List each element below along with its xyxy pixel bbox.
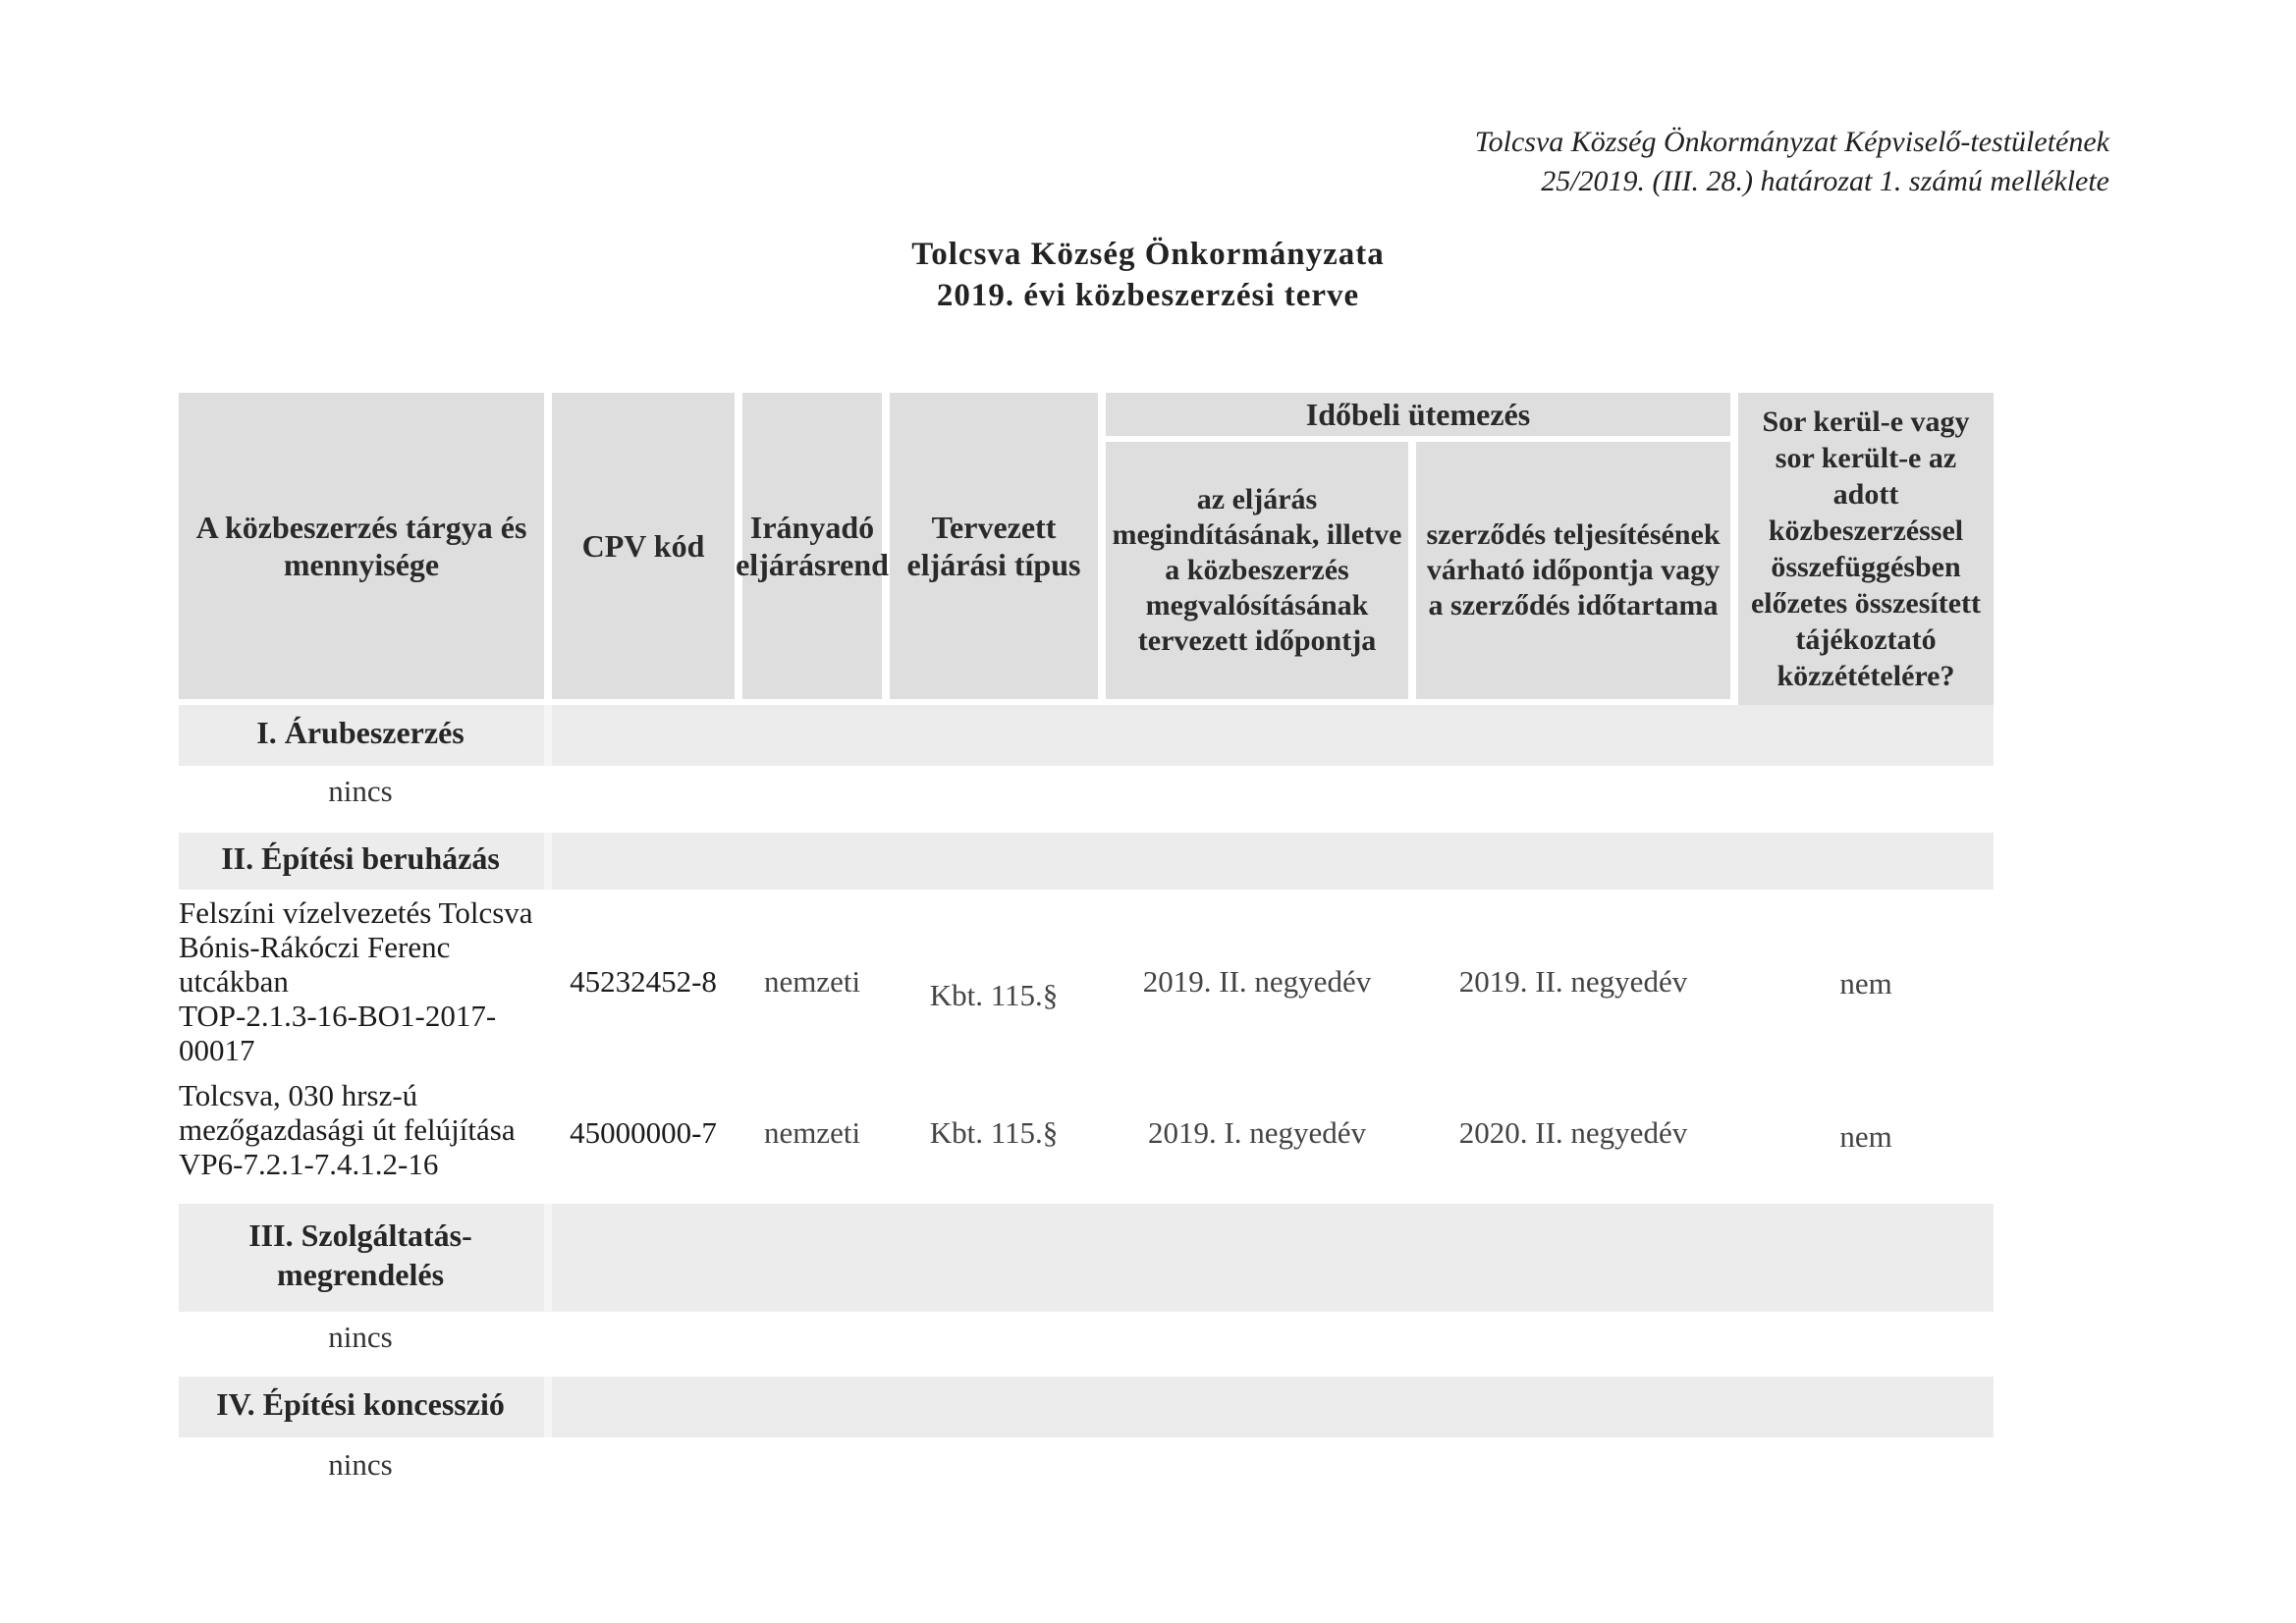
table-row-1-subject bbox=[179, 895, 544, 1067]
table-row-2-start: 2019. I. negyedév bbox=[1147, 1115, 1367, 1150]
column-divider bbox=[544, 1377, 552, 1437]
section-note-goods: nincs bbox=[328, 774, 393, 808]
col-header-cpv: CPV kód bbox=[552, 393, 735, 699]
table-row-1-procedure-type: Kbt. 115.§ bbox=[929, 978, 1059, 1012]
row-1-subject-line: 00017 bbox=[179, 1033, 255, 1067]
page-title bbox=[0, 234, 2296, 316]
col-header-schedule-end: szerződés teljesítésének várható időpontja vagy a szerződés időtartama bbox=[1416, 442, 1730, 699]
row-1-subject-line: TOP-2.1.3-16-BO1-2017- bbox=[179, 999, 497, 1033]
section-title-services-line2: megrendelés bbox=[276, 1257, 445, 1292]
col-header-procedure-type: Tervezett eljárási típus bbox=[890, 393, 1098, 699]
table-row-1-procedure-rule: nemzeti bbox=[763, 964, 861, 999]
section-note-services: nincs bbox=[328, 1320, 393, 1354]
col-header-schedule-start: az eljárás megindításának, illetve a közbeszerzés megvalósításának tervezett időpontja bbox=[1106, 442, 1408, 699]
resolution-reference bbox=[1475, 123, 2109, 201]
resolution-reference-line1: Tolcsva Község Önkormányzat Képviselő-testületének bbox=[1474, 126, 2109, 158]
col-header-procedure-rule: Irányadó eljárásrend bbox=[742, 393, 882, 699]
table-row-1-end: 2019. II. negyedév bbox=[1458, 964, 1688, 999]
table-row-2-end: 2020. II. negyedév bbox=[1458, 1115, 1688, 1150]
table-canvas bbox=[179, 393, 2111, 1492]
section-title-services-line1: III. Szolgáltatás- bbox=[248, 1217, 472, 1253]
table-row-1-prior-notice: nem bbox=[1839, 966, 1892, 1001]
page-title-line2: 2019. évi közbeszerzési terve bbox=[936, 278, 1360, 313]
row-1-subject-line: utcákban bbox=[179, 964, 289, 999]
table-row-1-start: 2019. II. negyedév bbox=[1142, 964, 1372, 999]
section-title-goods: I. Árubeszerzés bbox=[256, 715, 465, 750]
row-2-subject-line: VP6-7.2.1-7.4.1.2-16 bbox=[179, 1147, 439, 1181]
table-row-2-procedure-rule: nemzeti bbox=[763, 1115, 861, 1150]
row-2-subject-line: mezőgazdasági út felújítása bbox=[179, 1112, 516, 1147]
section-title-construction: II. Építési beruházás bbox=[221, 840, 500, 876]
table-row-2-cpv: 45000000-7 bbox=[570, 1115, 717, 1150]
col-header-prior-notice: Sor kerül-e vagy sor került-e az adott közbeszerzéssel összefüggésben előzetes összesített tájékoztató közzétételére? bbox=[1738, 393, 1994, 705]
row-1-subject-line: Felszíni vízelvezetés Tolcsva bbox=[179, 895, 533, 930]
row-2-subject-line: Tolcsva, 030 hrsz-ú bbox=[179, 1078, 418, 1112]
table-row-2-prior-notice: nem bbox=[1839, 1119, 1892, 1154]
section-title-services bbox=[179, 1216, 542, 1294]
col-header-subject: A közbeszerzés tárgya és mennyisége bbox=[179, 393, 544, 699]
section-title-concession: IV. Építési koncesszió bbox=[216, 1386, 505, 1422]
resolution-reference-line2: 25/2019. (III. 28.) határozat 1. számú melléklete bbox=[1541, 165, 2109, 197]
section-note-concession: nincs bbox=[328, 1447, 393, 1482]
column-divider bbox=[544, 1204, 552, 1312]
page-title-line1: Tolcsva Község Önkormányzata bbox=[911, 237, 1385, 272]
table-row-2-subject bbox=[179, 1078, 544, 1181]
col-header-schedule: Időbeli ütemezés bbox=[1106, 393, 1730, 436]
table-row-2-procedure-type: Kbt. 115.§ bbox=[929, 1115, 1059, 1150]
row-1-subject-line: Bónis-Rákóczi Ferenc bbox=[179, 930, 451, 964]
column-divider bbox=[544, 705, 552, 766]
table-row-1-cpv: 45232452-8 bbox=[570, 964, 717, 999]
column-divider bbox=[544, 833, 552, 890]
